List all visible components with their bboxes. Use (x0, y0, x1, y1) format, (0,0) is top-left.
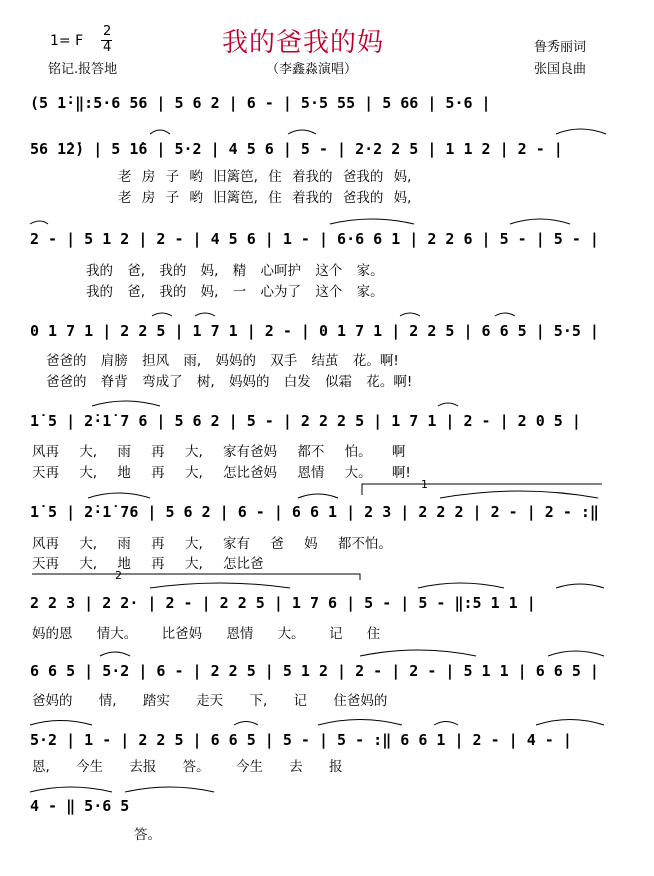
lyrics-row-2-verse-2: 老 房 子 哟 旧篱笆, 住 着我的 爸我的 妈, (118, 190, 412, 206)
slur (434, 722, 458, 726)
song-title: 我的爸我的妈 (222, 28, 385, 58)
slur (30, 787, 112, 792)
lyrics-row-4-verse-1: 爸爸的 肩膀 担风 雨, 妈妈的 双手 结茧 花。啊! (46, 353, 399, 369)
notation-row-8: 6 6 5 | 5·2 | 6 - | 2 2 5 | 5 1 2 | 2 - | 2 - | 5 1 1 | 6 6 5 | (30, 662, 599, 680)
slur (288, 130, 316, 134)
time-signature-top: 2 (103, 24, 112, 39)
volta-1-label: 1 (421, 478, 428, 491)
lyrics-row-4-verse-2: 爸爸的 脊背 弯成了 树, 妈妈的 白发 似霜 花。啊! (46, 374, 413, 390)
slur (318, 720, 402, 726)
notation-row-5: 1̇ 5 | 2̇·1̇ 7 6 | 5 6 2 | 5 - | 2 2 2 5 | 1 7 1 | 2 - | 2 0 5 | (30, 412, 581, 430)
key-signature: 1= F (50, 33, 84, 49)
lyrics-row-8: 爸妈的 情, 踏实 走天 下, 记 住爸妈的 (32, 693, 388, 709)
slur (234, 722, 258, 726)
volta-2-bracket (32, 574, 360, 580)
slur (92, 401, 160, 406)
lyrics-row-10: 答。 (134, 827, 161, 843)
lyrics-row-3-verse-1: 我的 爸, 我的 妈, 精 心呵护 这个 家。 (86, 263, 384, 279)
slur (330, 219, 414, 224)
volta-1-bracket (362, 484, 602, 495)
lyrics-row-3-verse-2: 我的 爸, 我的 妈, 一 心为了 这个 家。 (86, 284, 384, 300)
notation-row-10: 4 - ‖ 5·6 5 (30, 797, 130, 815)
volta-2-label: 2 (115, 569, 122, 582)
lyrics-row-7: 妈的恩 情大。 比爸妈 恩情 大。 记 住 (32, 626, 381, 642)
slur (88, 493, 150, 498)
slur (510, 219, 570, 224)
slur (536, 720, 604, 726)
notation-row-7: 2 2 3 | 2 2· | 2 - | 2 2 5 | 1 7 6 | 5 - | 5 - ‖:5 1 1 | (30, 594, 536, 612)
slur (100, 652, 130, 656)
time-signature-bottom: 4 (103, 40, 112, 55)
singer: （李鑫淼演唱） (266, 62, 358, 77)
lyrics-row-9: 恩, 今生 去报 答。 今生 去 报 (32, 759, 343, 775)
slur (495, 313, 515, 316)
slur (360, 650, 476, 656)
slur (548, 651, 604, 656)
slur (438, 403, 458, 406)
notation-row-3: 2 - | 5 1 2 | 2 - | 4 5 6 | 1 - | 6·6 6 1 | 2 2 6 | 5 - | 5 - | (30, 230, 599, 248)
notation-row-2: 56 1̇2̇) | 5 1̇6 | 5·2 | 4 5 6 | 5 - | 2·2 2 5 | 1 1 2 | 2 - | (30, 140, 563, 158)
notation-row-6: 1̇ 5 | 2̇·1̇ 76 | 5 6 2 | 6 - | 6 6 1 | 2 3 | 2 2 2 | 2 - | 2 - :‖ (30, 503, 599, 521)
slur (298, 494, 338, 498)
slur (556, 584, 604, 588)
slur (440, 491, 598, 498)
slur (152, 313, 172, 316)
notation-row-1: (5 1̇·‖:5·6 56 | 5 6 2 | 6 - | 5·5 55 | 5 66 | 5·6 | (30, 94, 491, 112)
slur (195, 313, 215, 316)
slur (125, 787, 214, 792)
notation-row-9: 5·2 | 1 - | 2 2 5 | 6 6 5 | 5 - | 5 - :‖ 6 6 1 | 2 - | 4 - | (30, 731, 572, 749)
lyrics-row-5-verse-1: 风再 大, 雨 再 大, 家有爸妈 都不 怕。 啊 (32, 444, 406, 460)
slur (400, 313, 420, 316)
slur (30, 221, 48, 224)
composer: 张国良曲 (534, 62, 587, 77)
slur (418, 583, 504, 588)
lyricist: 鲁秀丽词 (534, 40, 587, 55)
lyrics-row-5-verse-2: 天再 大, 地 再 大, 怎比爸妈 恩情 大。 啊! (32, 465, 411, 481)
lyrics-row-6-verse-2: 天再 大, 地 再 大, 怎比爸 (32, 556, 264, 572)
slur (150, 130, 170, 134)
slur (30, 721, 92, 726)
notation-row-4: 0 1 7 1 | 2 2 5 | 1 7 1 | 2 - | 0 1 7 1 | 2 2 5 | 6 6 5 | 5·5 | (30, 322, 599, 340)
slur (150, 583, 290, 588)
recorder: 铭记.报答地 (48, 62, 118, 77)
slur (556, 129, 606, 134)
lyrics-row-6-verse-1: 风再 大, 雨 再 大, 家有 爸 妈 都不怕。 (32, 536, 392, 552)
lyrics-row-2-verse-1: 老 房 子 哟 旧篱笆, 住 着我的 爸我的 妈, (118, 169, 412, 185)
